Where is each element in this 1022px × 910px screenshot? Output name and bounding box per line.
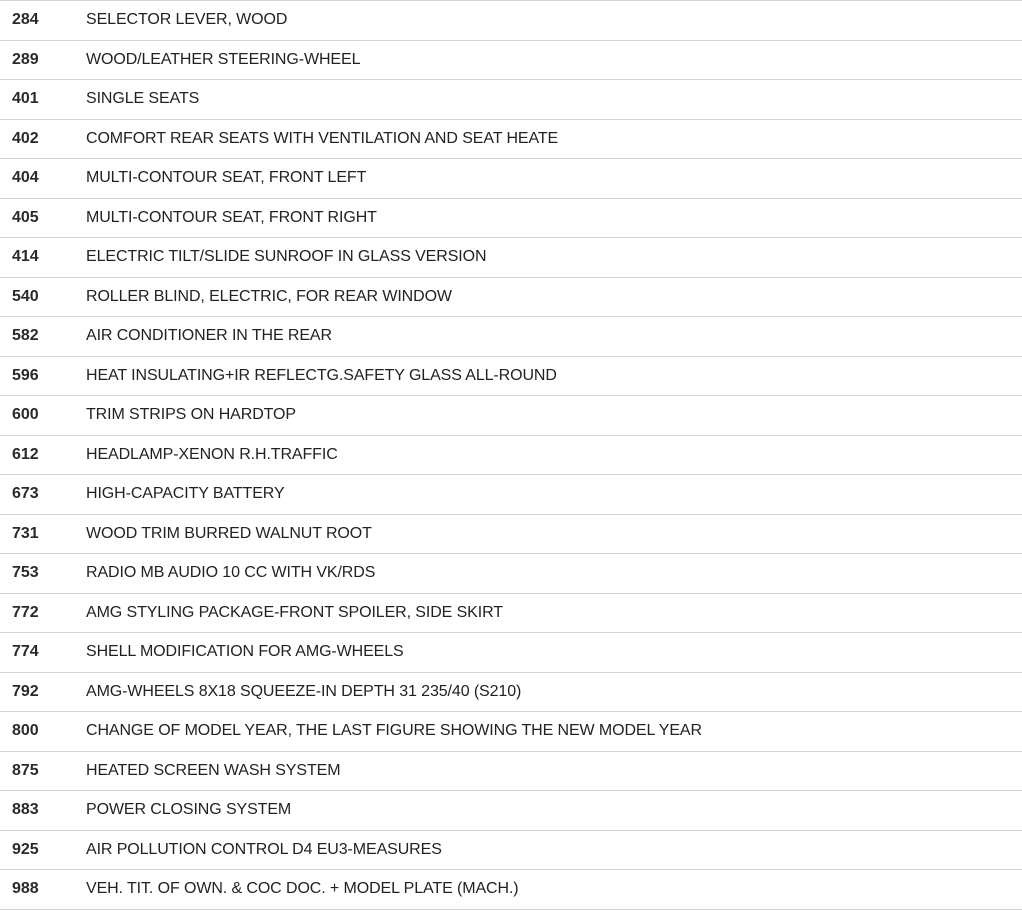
table-row [0, 80, 1022, 120]
table-row [0, 119, 1022, 159]
option-code: 772 [0, 593, 86, 633]
table-row [0, 830, 1022, 870]
table-row [0, 317, 1022, 357]
option-description: SHELL MODIFICATION FOR AMG-WHEELS [86, 633, 1022, 673]
option-description: HEATED SCREEN WASH SYSTEM [86, 751, 1022, 791]
table-row [0, 633, 1022, 673]
option-code: 800 [0, 712, 86, 752]
option-code: 414 [0, 238, 86, 278]
table-row [0, 238, 1022, 278]
option-description: POWER CLOSING SYSTEM [86, 791, 1022, 831]
option-description: COMFORT REAR SEATS WITH VENTILATION AND SEAT HEATE [86, 119, 1022, 159]
option-description: AMG STYLING PACKAGE-FRONT SPOILER, SIDE SKIRT [86, 593, 1022, 633]
option-code: 731 [0, 514, 86, 554]
option-code: 883 [0, 791, 86, 831]
option-description: AIR POLLUTION CONTROL D4 EU3-MEASURES [86, 830, 1022, 870]
option-description: ROLLER BLIND, ELECTRIC, FOR REAR WINDOW [86, 277, 1022, 317]
table-row [0, 672, 1022, 712]
option-description: SELECTOR LEVER, WOOD [86, 1, 1022, 41]
options-table-body [0, 1, 1022, 910]
option-description: MULTI-CONTOUR SEAT, FRONT LEFT [86, 159, 1022, 199]
table-row [0, 435, 1022, 475]
table-row [0, 791, 1022, 831]
table-row [0, 396, 1022, 436]
table-row [0, 277, 1022, 317]
option-description: AIR CONDITIONER IN THE REAR [86, 317, 1022, 357]
option-description: ELECTRIC TILT/SLIDE SUNROOF IN GLASS VERSION [86, 238, 1022, 278]
option-code: 988 [0, 870, 86, 910]
table-row [0, 198, 1022, 238]
table-row [0, 475, 1022, 515]
table-row [0, 712, 1022, 752]
option-code: 582 [0, 317, 86, 357]
option-description: HIGH-CAPACITY BATTERY [86, 475, 1022, 515]
option-description: HEADLAMP-XENON R.H.TRAFFIC [86, 435, 1022, 475]
option-code: 596 [0, 356, 86, 396]
option-code: 753 [0, 554, 86, 594]
table-row [0, 870, 1022, 910]
option-code: 774 [0, 633, 86, 673]
option-code: 925 [0, 830, 86, 870]
option-description: CHANGE OF MODEL YEAR, THE LAST FIGURE SHOWING THE NEW MODEL YEAR [86, 712, 1022, 752]
table-row [0, 356, 1022, 396]
table-row [0, 514, 1022, 554]
option-code: 792 [0, 672, 86, 712]
option-code: 540 [0, 277, 86, 317]
option-description: AMG-WHEELS 8X18 SQUEEZE-IN DEPTH 31 235/40 (S210) [86, 672, 1022, 712]
table-row [0, 593, 1022, 633]
option-code: 404 [0, 159, 86, 199]
option-description: WOOD/LEATHER STEERING-WHEEL [86, 40, 1022, 80]
option-code: 405 [0, 198, 86, 238]
table-row [0, 159, 1022, 199]
table-row [0, 751, 1022, 791]
option-code: 289 [0, 40, 86, 80]
option-code: 600 [0, 396, 86, 436]
option-description: SINGLE SEATS [86, 80, 1022, 120]
table-row [0, 554, 1022, 594]
option-description: RADIO MB AUDIO 10 CC WITH VK/RDS [86, 554, 1022, 594]
option-code: 401 [0, 80, 86, 120]
table-row [0, 1, 1022, 41]
option-description: VEH. TIT. OF OWN. & COC DOC. + MODEL PLATE (MACH.) [86, 870, 1022, 910]
option-code: 284 [0, 1, 86, 41]
option-description: TRIM STRIPS ON HARDTOP [86, 396, 1022, 436]
option-code: 402 [0, 119, 86, 159]
option-description: HEAT INSULATING+IR REFLECTG.SAFETY GLASS ALL-ROUND [86, 356, 1022, 396]
option-description: WOOD TRIM BURRED WALNUT ROOT [86, 514, 1022, 554]
table-row [0, 40, 1022, 80]
option-code: 875 [0, 751, 86, 791]
option-code: 673 [0, 475, 86, 515]
option-description: MULTI-CONTOUR SEAT, FRONT RIGHT [86, 198, 1022, 238]
option-code: 612 [0, 435, 86, 475]
